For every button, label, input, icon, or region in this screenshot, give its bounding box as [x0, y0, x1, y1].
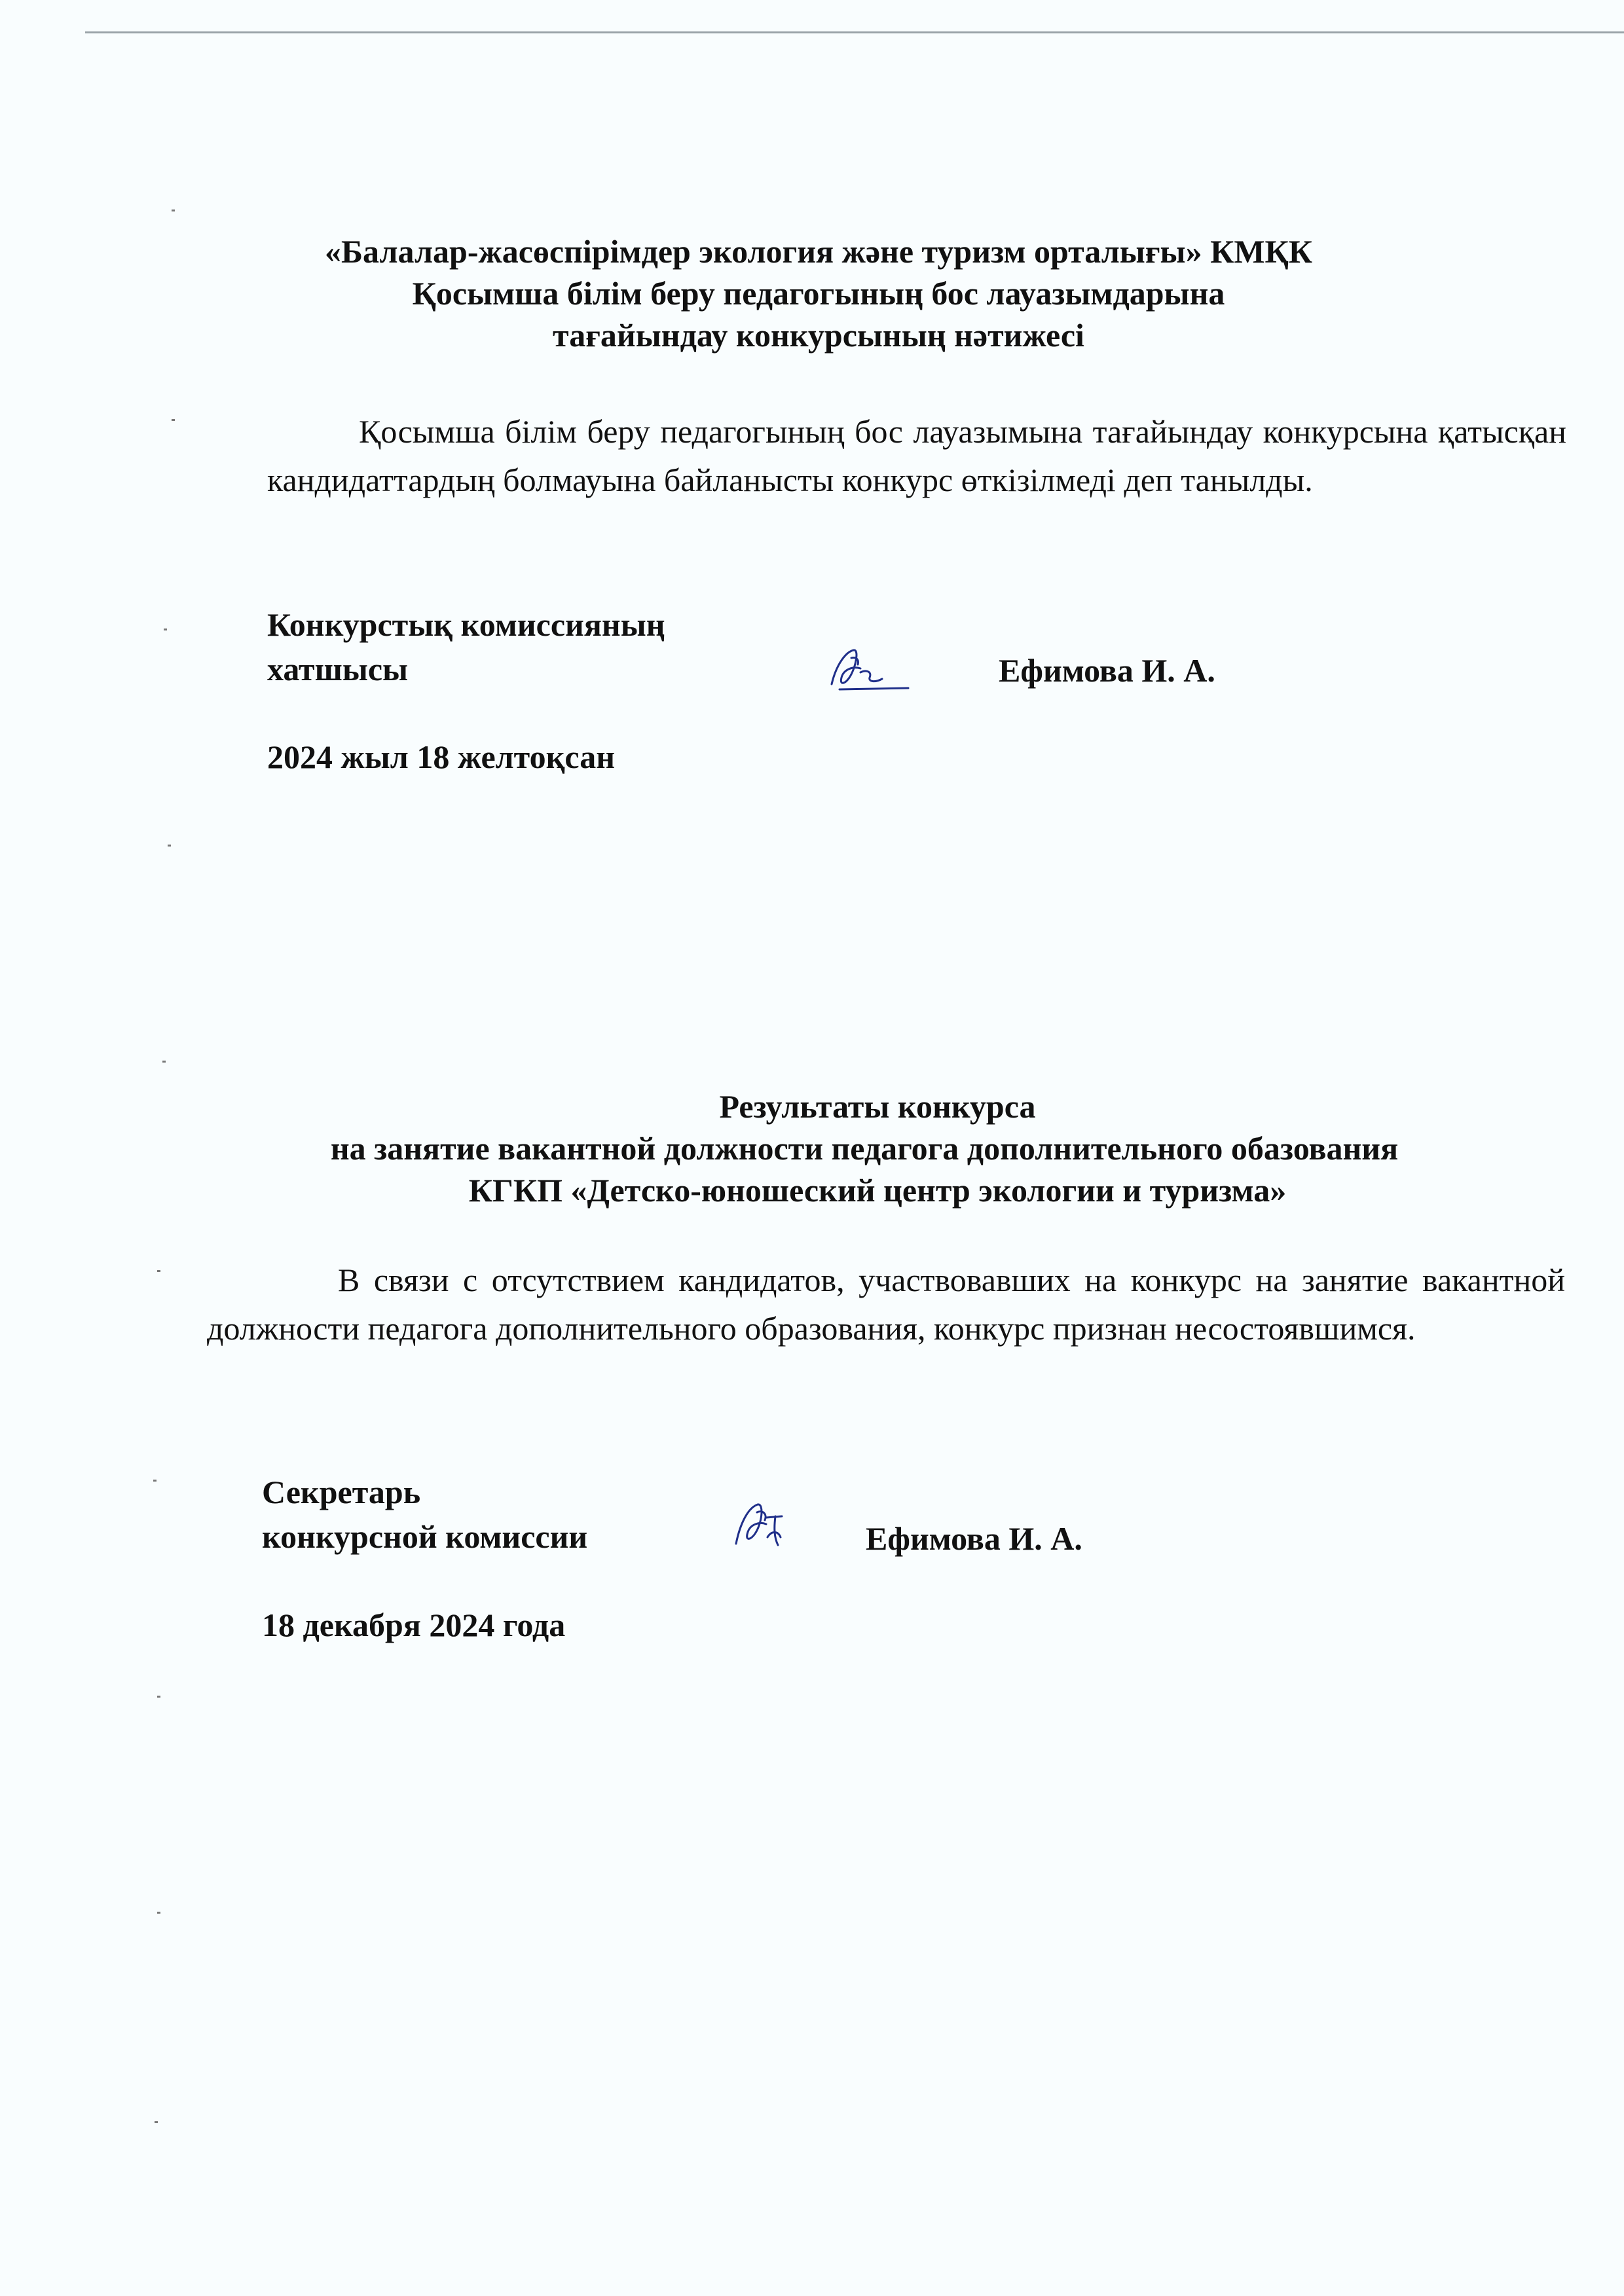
- russian-title-line-1: Результаты конкурса: [719, 1088, 1036, 1125]
- kazakh-signer-role-line-2: хатшысы: [267, 651, 409, 687]
- russian-signer-role-line-1: Секретарь: [262, 1474, 421, 1510]
- russian-signature: [728, 1491, 800, 1557]
- kazakh-title: [196, 230, 1441, 356]
- kazakh-title-line-1: «Балалар-жасөспірімдер экология және туризм орталығы» КМҚК: [324, 233, 1313, 270]
- kazakh-signer-role: [267, 602, 765, 691]
- russian-title-line-2: на занятие вакантной должности педагога дополнительного обазования: [330, 1130, 1399, 1167]
- russian-signer-role-line-2: конкурсной комиссии: [262, 1518, 588, 1555]
- kazakh-title-line-2: Қосымша білім беру педагогының бос лауазымдарына: [412, 275, 1225, 312]
- kazakh-signer-name: Ефимова И. А.: [999, 652, 1215, 689]
- scan-speck: [168, 845, 171, 847]
- kazakh-signer-role-line-1: Конкурстық комиссияның: [267, 606, 665, 643]
- scan-speck: [153, 1480, 157, 1482]
- scan-speck: [162, 1061, 166, 1063]
- kazakh-signature: [820, 638, 912, 701]
- russian-date: 18 декабря 2024 года: [262, 1607, 566, 1643]
- scan-speck: [155, 2121, 158, 2123]
- russian-body-text: В связи с отсутствием кандидатов, участвовавших на конкурс на занятие вакантной должности педагога дополнительного образования, конкурс признан несостоявшимся.: [207, 1262, 1565, 1347]
- scan-speck: [164, 629, 167, 630]
- scan-top-edge: [85, 31, 1624, 33]
- russian-date-box: [262, 1603, 565, 1647]
- kazakh-title-line-3: тағайындау конкурсының нәтижесі: [553, 317, 1084, 354]
- scan-speck: [172, 210, 175, 211]
- scan-speck: [157, 1696, 160, 1698]
- scan-speck: [157, 1912, 160, 1914]
- russian-title-line-3: КГКП «Детско-юношеский центр экологии и туризма»: [468, 1172, 1287, 1209]
- kazakh-date-box: [267, 735, 615, 779]
- scan-speck: [157, 1270, 160, 1272]
- russian-signer-name: Ефимова И. А.: [866, 1520, 1082, 1557]
- russian-signer-role: [262, 1470, 720, 1559]
- kazakh-date: 2024 жыл 18 желтоқсан: [267, 738, 616, 775]
- scan-speck: [172, 419, 175, 421]
- kazakh-body-text: Қосымша білім беру педагогының бос лауазымына тағайындау конкурсына қатысқан кандидаттардың болмауына байланысты конкурс өткізілмеді деп танылды.: [267, 413, 1566, 498]
- russian-signer-name-box: [866, 1516, 1082, 1561]
- russian-body: [207, 1256, 1565, 1353]
- kazakh-body: [267, 407, 1566, 504]
- kazakh-signer-name-box: [999, 648, 1215, 693]
- russian-title: [196, 1085, 1532, 1211]
